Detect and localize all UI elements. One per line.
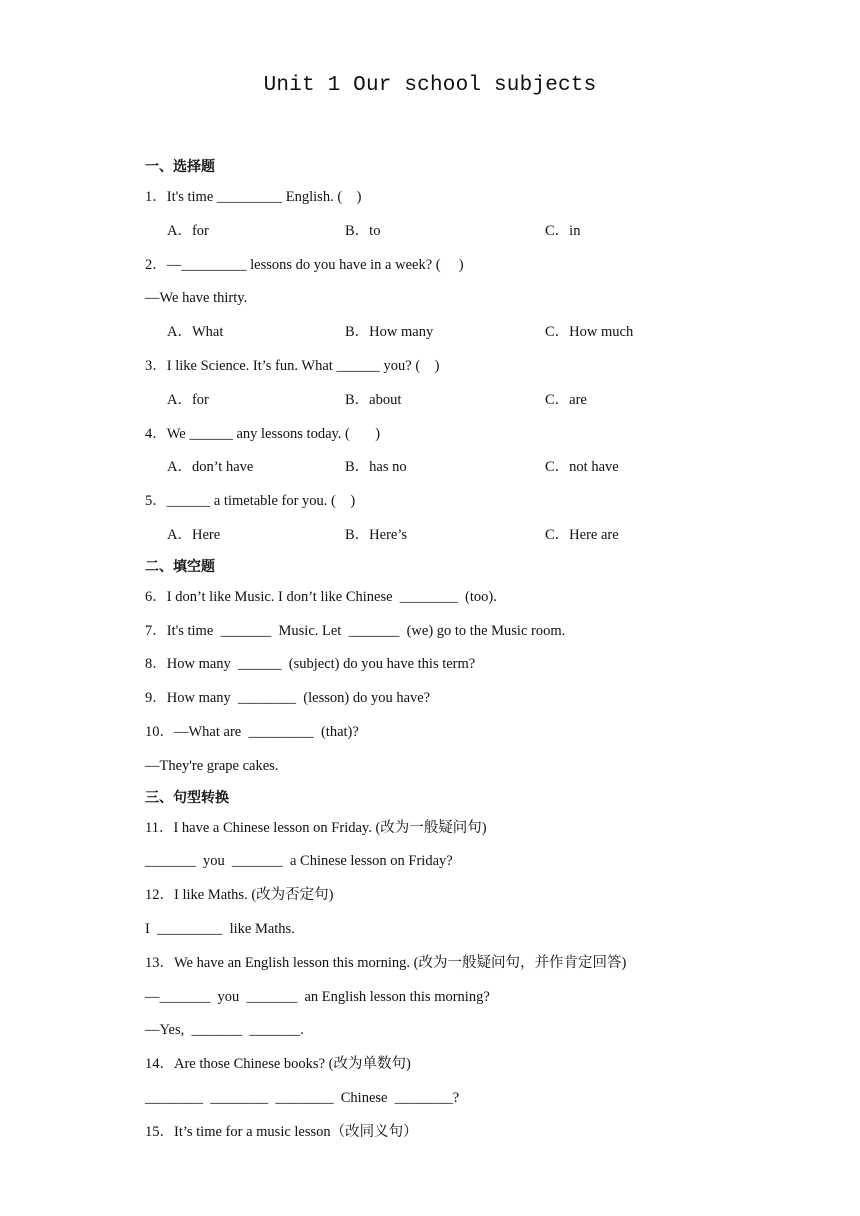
question-line: ________ ________ ________ Chinese ________?	[145, 1089, 460, 1106]
question-line: 2．—_________ lessons do you have in a week? ( )	[145, 256, 464, 273]
answer-option: B．Here’s	[345, 526, 408, 543]
question-line: 10．—What are _________ (that)?	[145, 723, 359, 740]
page-title: Unit 1 Our school subjects	[263, 74, 597, 97]
answer-option: C．Here are	[545, 526, 619, 543]
answer-option: C．in	[545, 222, 581, 239]
question-line: 9．How many ________ (lesson) do you have?	[145, 690, 431, 707]
question-line: _______ you _______ a Chinese lesson on Friday?	[145, 853, 453, 870]
question-line: 5．______ a timetable for you. ( )	[145, 493, 356, 510]
answer-option: A．Here	[167, 526, 221, 543]
section-heading: 一、选择题	[145, 159, 215, 175]
question-line: —They're grape cakes.	[145, 757, 279, 774]
answer-option: C．not have	[545, 459, 619, 476]
question-line: —Yes, _______ _______.	[145, 1022, 304, 1039]
question-line: 3．I like Science. It’s fun. What ______ you? ( )	[145, 357, 440, 374]
question-line: 12．I like Maths. (改为否定句)	[145, 887, 334, 904]
answer-options	[145, 215, 825, 249]
answer-options	[145, 519, 825, 553]
answer-option: A．for	[167, 222, 209, 239]
answer-option: C．are	[545, 391, 587, 408]
question-line: 15．It’s time for a music lesson（改同义句）	[145, 1123, 418, 1140]
question-line: —We have thirty.	[145, 290, 248, 307]
question-line: 4．We ______ any lessons today. ( )	[145, 425, 381, 442]
answer-options	[145, 451, 825, 485]
section-heading: 二、填空题	[145, 558, 215, 575]
answer-options	[145, 316, 825, 350]
question-line: 13．We have an English lesson this morning. (改为一般疑问句，并作肯定回答)	[145, 954, 627, 971]
section-heading: 三、句型转换	[145, 789, 229, 806]
answer-option: B．to	[345, 222, 381, 239]
answer-options	[145, 384, 825, 418]
answer-option: C．How much	[545, 324, 634, 341]
answer-option: B．How many	[345, 324, 434, 341]
answer-option: B．has no	[345, 459, 407, 476]
question-line: I _________ like Maths.	[145, 920, 295, 937]
question-line: 11．I have a Chinese lesson on Friday. (改为一般疑问句)	[145, 819, 487, 836]
question-line: 8．How many ______ (subject) do you have this term?	[145, 656, 476, 673]
answer-option: B．about	[345, 391, 402, 408]
question-line: 7．It's time _______ Music. Let _______ (we) go to the Music room.	[145, 622, 566, 639]
question-line: 14．Are those Chinese books? (改为单数句)	[145, 1056, 411, 1073]
answer-option: A．for	[167, 391, 209, 408]
question-line: 6．I don’t like Music. I don’t like Chinese ________ (too).	[145, 588, 497, 605]
question-line: —_______ you _______ an English lesson this morning?	[145, 988, 490, 1005]
answer-option: A．don’t have	[167, 459, 254, 476]
worksheet-content	[145, 153, 825, 1150]
question-line: 1．It's time _________ English. ( )	[145, 189, 362, 205]
answer-option: A．What	[167, 324, 224, 341]
